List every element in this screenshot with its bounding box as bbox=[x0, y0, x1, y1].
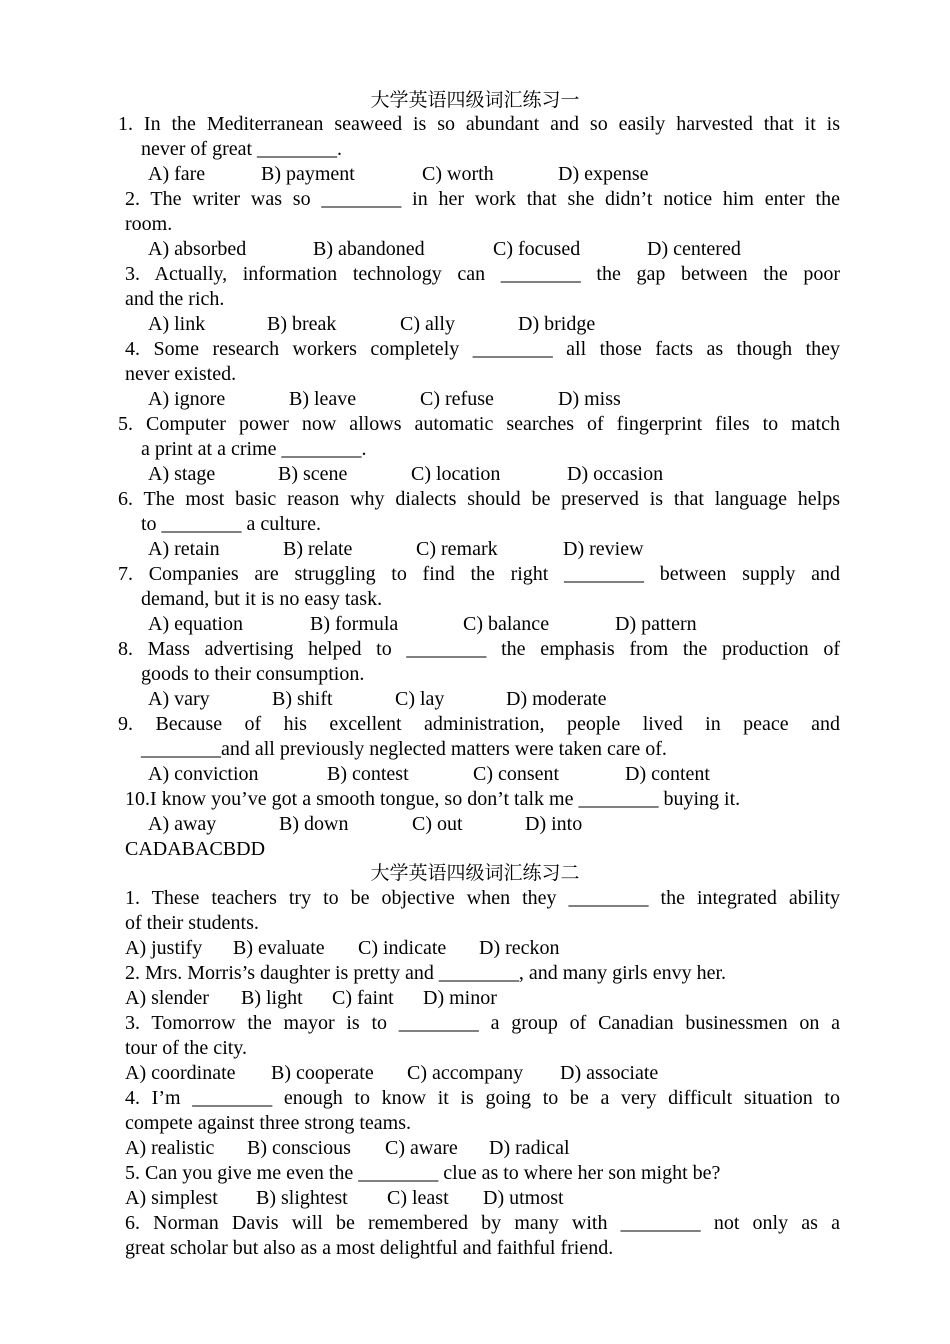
option-b: B) down bbox=[279, 813, 349, 835]
option-c: C) least bbox=[387, 1187, 449, 1209]
option-a: A) retain bbox=[148, 538, 220, 560]
ex2-question-6-line-2: great scholar but also as a most delightful and faithful friend. bbox=[125, 1237, 614, 1259]
option-c: C) accompany bbox=[407, 1062, 524, 1084]
option-b: B) shift bbox=[272, 688, 333, 710]
question-3-line-2: and the rich. bbox=[125, 288, 225, 310]
option-b: B) evaluate bbox=[233, 937, 325, 959]
option-b: B) light bbox=[241, 987, 303, 1009]
option-a: A) coordinate bbox=[125, 1062, 236, 1084]
option-d: D) associate bbox=[560, 1062, 659, 1084]
ex2-question-1-line-1: 1. These teachers try to be objective when they ________ the integrated ability bbox=[125, 887, 840, 909]
question-2-line-1: 2. The writer was so ________ in her work that she didn’t notice him enter the bbox=[125, 188, 840, 210]
option-d: D) reckon bbox=[479, 937, 560, 959]
ex2-question-5-line-1: 5. Can you give me even the ________ clue as to where her son might be? bbox=[125, 1162, 721, 1184]
question-1-line-2: never of great ________. bbox=[141, 138, 343, 160]
option-b: B) payment bbox=[261, 163, 355, 185]
question-4-line-2: never existed. bbox=[125, 363, 237, 385]
ex2-question-4-line-2: compete against three strong teams. bbox=[125, 1112, 412, 1134]
option-b: B) slightest bbox=[256, 1187, 348, 1209]
option-c: C) ally bbox=[400, 313, 455, 335]
question-3-line-1: 3. Actually, information technology can ________ the gap between the poor bbox=[125, 263, 840, 285]
option-c: C) aware bbox=[385, 1137, 458, 1159]
option-a: A) conviction bbox=[148, 763, 259, 785]
exercise1-title: 大学英语四级词汇练习一 bbox=[370, 89, 580, 111]
option-b: B) contest bbox=[327, 763, 409, 785]
option-d: D) minor bbox=[423, 987, 497, 1009]
option-c: C) balance bbox=[463, 613, 550, 635]
option-c: C) location bbox=[411, 463, 501, 485]
ex2-question-4-line-1: 4. I’m ________ enough to know it is going to be a very difficult situation to bbox=[125, 1087, 840, 1109]
ex2-question-3-line-1: 3. Tomorrow the mayor is to ________ a group of Canadian businessmen on a bbox=[125, 1012, 840, 1034]
option-d: D) utmost bbox=[483, 1187, 564, 1209]
option-c: C) worth bbox=[422, 163, 494, 185]
option-a: A) equation bbox=[148, 613, 243, 635]
question-5-line-1: 5. Computer power now allows automatic searches of fingerprint files to match bbox=[118, 413, 840, 435]
option-c: C) focused bbox=[493, 238, 581, 260]
question-1-line-1: 1. In the Mediterranean seaweed is so abundant and so easily harvested that it is bbox=[118, 113, 840, 135]
option-c: C) indicate bbox=[358, 937, 447, 959]
exercise2-title: 大学英语四级词汇练习二 bbox=[370, 862, 580, 884]
question-6-line-1: 6. The most basic reason why dialects should be preserved is that language helps bbox=[118, 488, 840, 510]
option-d: D) moderate bbox=[506, 688, 607, 710]
option-b: B) cooperate bbox=[271, 1062, 374, 1084]
answer-key: CADABACBDD bbox=[125, 838, 266, 860]
option-b: B) scene bbox=[278, 463, 348, 485]
option-a: A) justify bbox=[125, 937, 203, 959]
option-c: C) out bbox=[412, 813, 463, 835]
option-d: D) radical bbox=[489, 1137, 570, 1159]
option-d: D) expense bbox=[558, 163, 649, 185]
ex2-question-2-line-1: 2. Mrs. Morris’s daughter is pretty and ________, and many girls envy her. bbox=[125, 962, 727, 984]
option-a: A) realistic bbox=[125, 1137, 215, 1159]
option-d: D) into bbox=[525, 813, 583, 835]
ex2-question-1-line-2: of their students. bbox=[125, 912, 259, 934]
question-4-line-1: 4. Some research workers completely ________ all those facts as though they bbox=[125, 338, 840, 360]
option-c: C) consent bbox=[473, 763, 560, 785]
option-d: D) content bbox=[625, 763, 710, 785]
option-b: B) break bbox=[267, 313, 337, 335]
option-a: A) away bbox=[148, 813, 217, 835]
option-d: D) centered bbox=[647, 238, 741, 260]
option-a: A) vary bbox=[148, 688, 210, 710]
option-a: A) stage bbox=[148, 463, 216, 485]
option-d: D) pattern bbox=[615, 613, 697, 635]
option-a: A) simplest bbox=[125, 1187, 218, 1209]
question-6-line-2: to ________ a culture. bbox=[141, 513, 321, 535]
option-d: D) review bbox=[563, 538, 644, 560]
question-8-line-1: 8. Mass advertising helped to ________ the emphasis from the production of bbox=[118, 638, 840, 660]
option-a: A) slender bbox=[125, 987, 209, 1009]
option-b: B) leave bbox=[289, 388, 357, 410]
option-d: D) bridge bbox=[518, 313, 596, 335]
option-a: A) fare bbox=[148, 163, 206, 185]
option-c: C) faint bbox=[332, 987, 394, 1009]
question-7-line-2: demand, but it is no easy task. bbox=[141, 588, 383, 610]
option-c: C) refuse bbox=[420, 388, 494, 410]
option-b: B) abandoned bbox=[313, 238, 425, 260]
option-c: C) remark bbox=[416, 538, 498, 560]
option-b: B) relate bbox=[283, 538, 353, 560]
question-5-line-2: a print at a crime ________. bbox=[141, 438, 367, 460]
option-c: C) lay bbox=[395, 688, 445, 710]
option-d: D) miss bbox=[558, 388, 621, 410]
option-a: A) ignore bbox=[148, 388, 226, 410]
option-b: B) conscious bbox=[247, 1137, 351, 1159]
question-7-line-1: 7. Companies are struggling to find the right ________ between supply and bbox=[118, 563, 840, 585]
question-10-line-1: 10.I know you’ve got a smooth tongue, so don’t talk me ________ buying it. bbox=[125, 788, 741, 810]
option-a: A) absorbed bbox=[148, 238, 247, 260]
question-9-line-2: ________and all previously neglected matters were taken care of. bbox=[141, 738, 667, 760]
question-2-line-2: room. bbox=[125, 213, 173, 235]
option-a: A) link bbox=[148, 313, 206, 335]
question-9-line-1: 9. Because of his excellent administration, people lived in peace and bbox=[118, 713, 840, 735]
option-b: B) formula bbox=[310, 613, 399, 635]
option-d: D) occasion bbox=[567, 463, 664, 485]
question-8-line-2: goods to their consumption. bbox=[141, 663, 365, 685]
ex2-question-3-line-2: tour of the city. bbox=[125, 1037, 248, 1059]
ex2-question-6-line-1: 6. Norman Davis will be remembered by many with ________ not only as a bbox=[125, 1212, 840, 1234]
